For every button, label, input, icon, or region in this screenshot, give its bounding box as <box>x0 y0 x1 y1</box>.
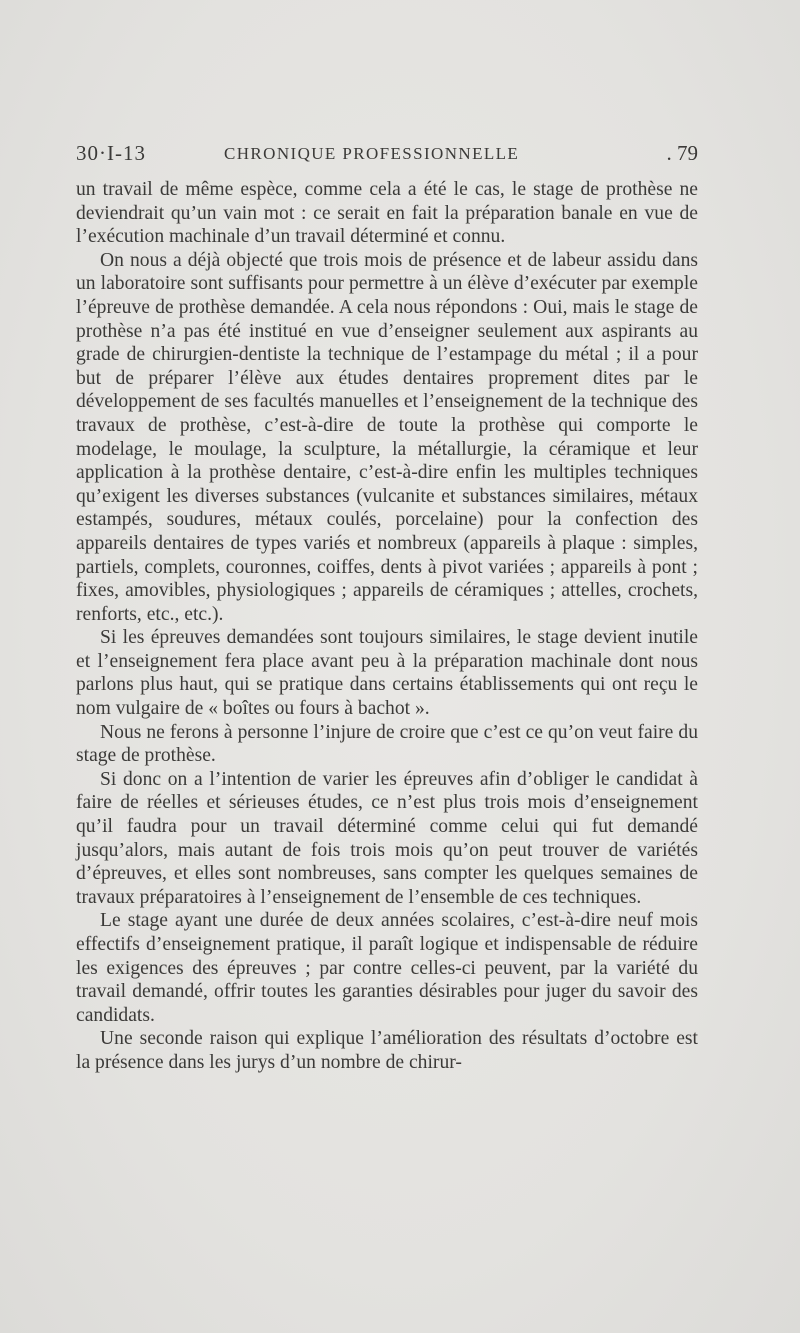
paragraph-4: Nous ne ferons à personne l’injure de croire que c’est ce qu’on veut faire du stage de prothèse. <box>76 721 698 767</box>
paragraph-2: On nous a déjà objecté que trois mois de présence et de labeur assidu dans un laboratoire sont suffisants pour permettre à un élève d’exécuter par exemple l’épreuve de prothèse demandée. A cela nous répondons : Oui, mais le stage de prothèse n’a pas été institué en vue d’enseigner seulement aux aspirants au grade de chirurgien-dentiste la technique de l’estampage du métal ; il a pour but de préparer l’élève aux études dentaires proprement dites par le développement de ses facultés manuelles et l’enseignement de la technique des travaux de prothèse, c’est-à-dire de toute la prothèse qui comporte le modelage, le moulage, la sculpture, la métallurgie, la céramique et leur application à la prothèse dentaire, c’est-à-dire enfin les multiples techniques qu’exigent les diverses substances (vulcanite et substances similaires, métaux estampés, soudures, métaux coulés, porcelaine) pour la confection des appareils dentaires de types variés et nombreux (appareils à plaque : simples, partiels, complets, couronnes, coiffes, dents à pivot variées ; appareils à pont ; fixes, amovibles, physiologiques ; appareils de céramiques ; attelles, crochets, renforts, etc., etc.). <box>76 249 698 625</box>
paragraph-5: Si donc on a l’intention de varier les épreuves afin d’obliger le candidat à faire de réelles et sérieuses études, ce n’est plus trois mois d’enseignement qu’il faudra pour un travail déterminé comme celui qui fut demandé jusqu’alors, mais autant de fois trois mois qu’on peut trouver de variétés d’épreuves, et elles sont nombreuses, sans compter les quelques semaines de travaux préparatoires à l’enseignement de l’ensemble de ces techniques. <box>76 768 698 908</box>
paragraph-3: Si les épreuves demandées sont toujours similaires, le stage devient inutile et l’enseignement fera place avant peu à la préparation machinale dont nous parlons plus haut, qui se pratique dans certains établissements qui ont reçu le nom vulgaire de « boîtes ou fours à bachot ». <box>76 627 698 720</box>
header-date: 30·I-13 <box>76 141 146 165</box>
running-header <box>76 141 698 169</box>
header-title: CHRONIQUE PROFESSIONNELLE <box>224 144 520 163</box>
page-number: . 79 <box>666 141 698 165</box>
paragraph-6: Le stage ayant une durée de deux années scolaires, c’est-à-dire neuf mois effectifs d’enseignement pratique, il paraît logique et indispensable de réduire les exigences des épreuves ; par contre celles-ci peuvent, par la variété du travail demandé, offrir toutes les garanties désirables pour juger du savoir des candidats. <box>76 910 698 1026</box>
paragraph-7: Une seconde raison qui explique l’amélioration des résultats d’octobre est la présence dans les jurys d’un nombre de chirur- <box>76 1028 698 1073</box>
body-text <box>76 178 698 1075</box>
paragraph-1: un travail de même espèce, comme cela a été le cas, le stage de prothèse ne deviendrait qu’un vain mot : ce serait en fait la préparation banale en vue de l’exécution machinale d’un travail déterminé et connu. <box>76 179 698 248</box>
